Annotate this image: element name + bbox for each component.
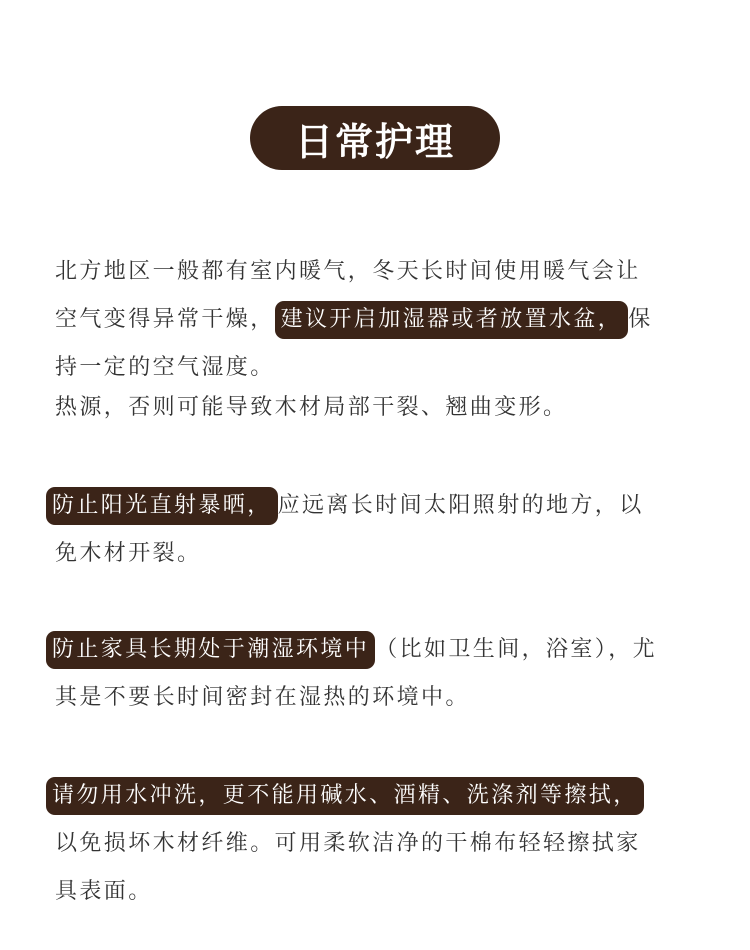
text-segment: 保	[628, 307, 653, 332]
text-line: 持一定的空气湿度。	[55, 355, 275, 380]
text-line	[52, 482, 705, 530]
paragraph-humidity	[52, 626, 705, 722]
section-title: 日常护理	[250, 106, 500, 170]
text-line: 以免损坏木材纤维。可用柔软洁净的干棉布轻轻擦拭家	[55, 831, 641, 856]
highlight-cleaning: 请勿用水冲洗，更不能用碱水、酒精、洗涤剂等擦拭，	[46, 777, 644, 815]
text-segment: 应远离长时间太阳照射的地方，以	[277, 493, 644, 518]
text-line: 免木材开裂。	[55, 541, 202, 566]
highlight-sunlight: 防止阳光直射暴晒，	[46, 487, 278, 525]
text-line	[52, 772, 705, 820]
text-line: 其是不要长时间密封在湿热的环境中。	[55, 685, 470, 710]
paragraph-heating	[55, 248, 705, 432]
paragraph-cleaning	[52, 772, 705, 916]
highlight-humidity: 防止家具长期处于潮湿环境中	[46, 631, 375, 669]
highlight-humidifier: 建议开启加湿器或者放置水盆，	[275, 301, 629, 339]
text-line: 热源，否则可能导致木材局部干裂、翘曲变形。	[55, 395, 568, 420]
paragraph-sunlight	[52, 482, 705, 578]
text-line: 具表面。	[55, 879, 153, 904]
text-line	[55, 296, 705, 344]
text-segment: 空气变得异常干燥，	[55, 307, 275, 332]
text-line	[52, 626, 705, 674]
text-line: 北方地区一般都有室内暖气，冬天长时间使用暖气会让	[55, 259, 641, 284]
text-segment: （比如卫生间，浴室），尤	[375, 637, 658, 662]
